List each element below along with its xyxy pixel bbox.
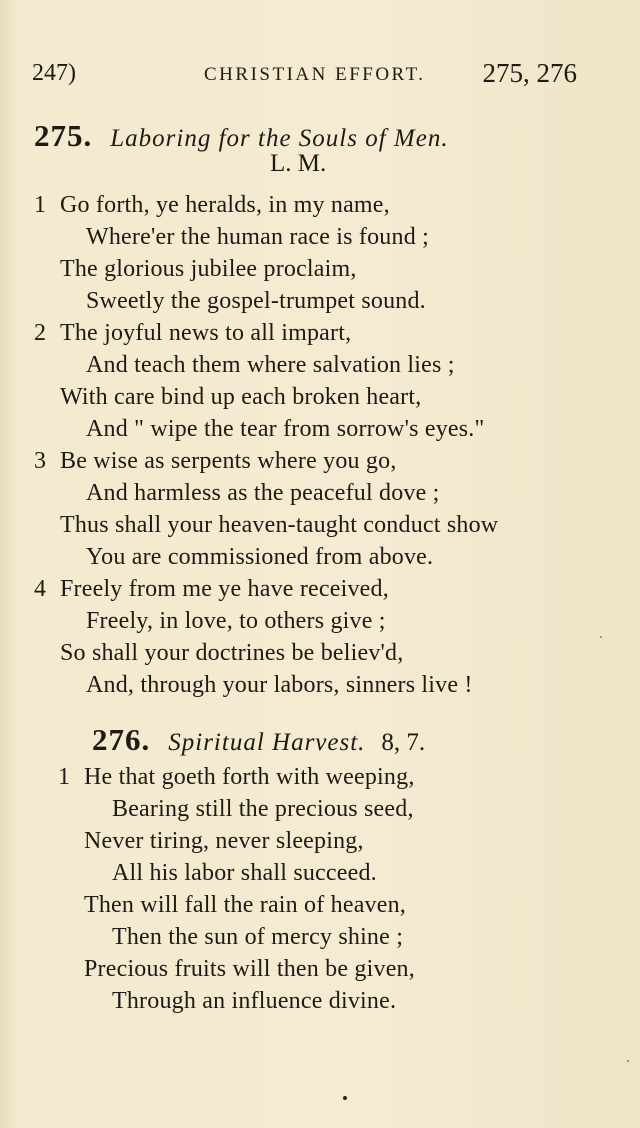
verse-line: You are commissioned from above.	[86, 544, 434, 570]
verse-line: And harmless as the peaceful dove ;	[86, 480, 440, 506]
verse-line: So shall your doctrines be believ'd,	[60, 640, 404, 666]
hymn-number: 276.	[92, 722, 151, 757]
verse-line: Be wise as serpents where you go,	[60, 448, 397, 474]
verse-line: He that goeth forth with weeping,	[84, 764, 415, 790]
page-number: 247)	[32, 60, 76, 86]
paper-speck	[627, 1060, 629, 1062]
verse-number: 4	[34, 576, 46, 602]
verse-line: And teach them where salvation lies ;	[86, 352, 455, 378]
hymn-276-heading	[92, 722, 425, 758]
hymn-number: 275.	[34, 118, 93, 153]
verse-line: Then the sun of mercy shine ;	[112, 924, 404, 950]
verse-number: 1	[58, 764, 70, 790]
hymn-meter: 8, 7.	[381, 729, 426, 756]
verse-line: Sweetly the gospel-trumpet sound.	[86, 288, 426, 314]
verse-number: 2	[34, 320, 46, 346]
verse-line: Where'er the human race is found ;	[86, 224, 429, 250]
hymn-title: Laboring for the Souls of Men.	[110, 125, 449, 152]
verse-line: Through an influence divine.	[112, 988, 397, 1014]
hymn-title: Spiritual Harvest.	[168, 729, 366, 756]
ink-dot	[343, 1096, 347, 1100]
hymn-275-heading	[34, 118, 449, 154]
verse-number: 3	[34, 448, 46, 474]
verse-line: Then will fall the rain of heaven,	[84, 892, 407, 918]
verse-line: Thus shall your heaven-taught conduct show	[60, 512, 499, 538]
running-header	[32, 58, 577, 98]
verse-line: Freely from me ye have received,	[60, 576, 389, 602]
verse-line: And " wipe the tear from sorrow's eyes."	[86, 416, 485, 442]
verse-number: 1	[34, 192, 46, 218]
paper-speck	[600, 636, 602, 638]
verse-line: The glorious jubilee proclaim,	[60, 256, 357, 282]
verse-line: All his labor shall succeed.	[112, 860, 377, 886]
verse-line: With care bind up each broken heart,	[60, 384, 422, 410]
header-hymn-numbers: 275, 276	[482, 58, 577, 88]
verse-line: The joyful news to all impart,	[60, 320, 352, 346]
hymn-275-meter: L. M.	[270, 150, 327, 177]
verse-line: Precious fruits will then be given,	[84, 956, 415, 982]
running-title: CHRISTIAN EFFORT.	[204, 64, 426, 85]
verse-line: Bearing still the precious seed,	[112, 796, 414, 822]
verse-line: Freely, in love, to others give ;	[86, 608, 386, 634]
verse-line: Never tiring, never sleeping,	[84, 828, 364, 854]
verse-line: Go forth, ye heralds, in my name,	[60, 192, 390, 218]
verse-line: And, through your labors, sinners live !	[86, 672, 473, 698]
